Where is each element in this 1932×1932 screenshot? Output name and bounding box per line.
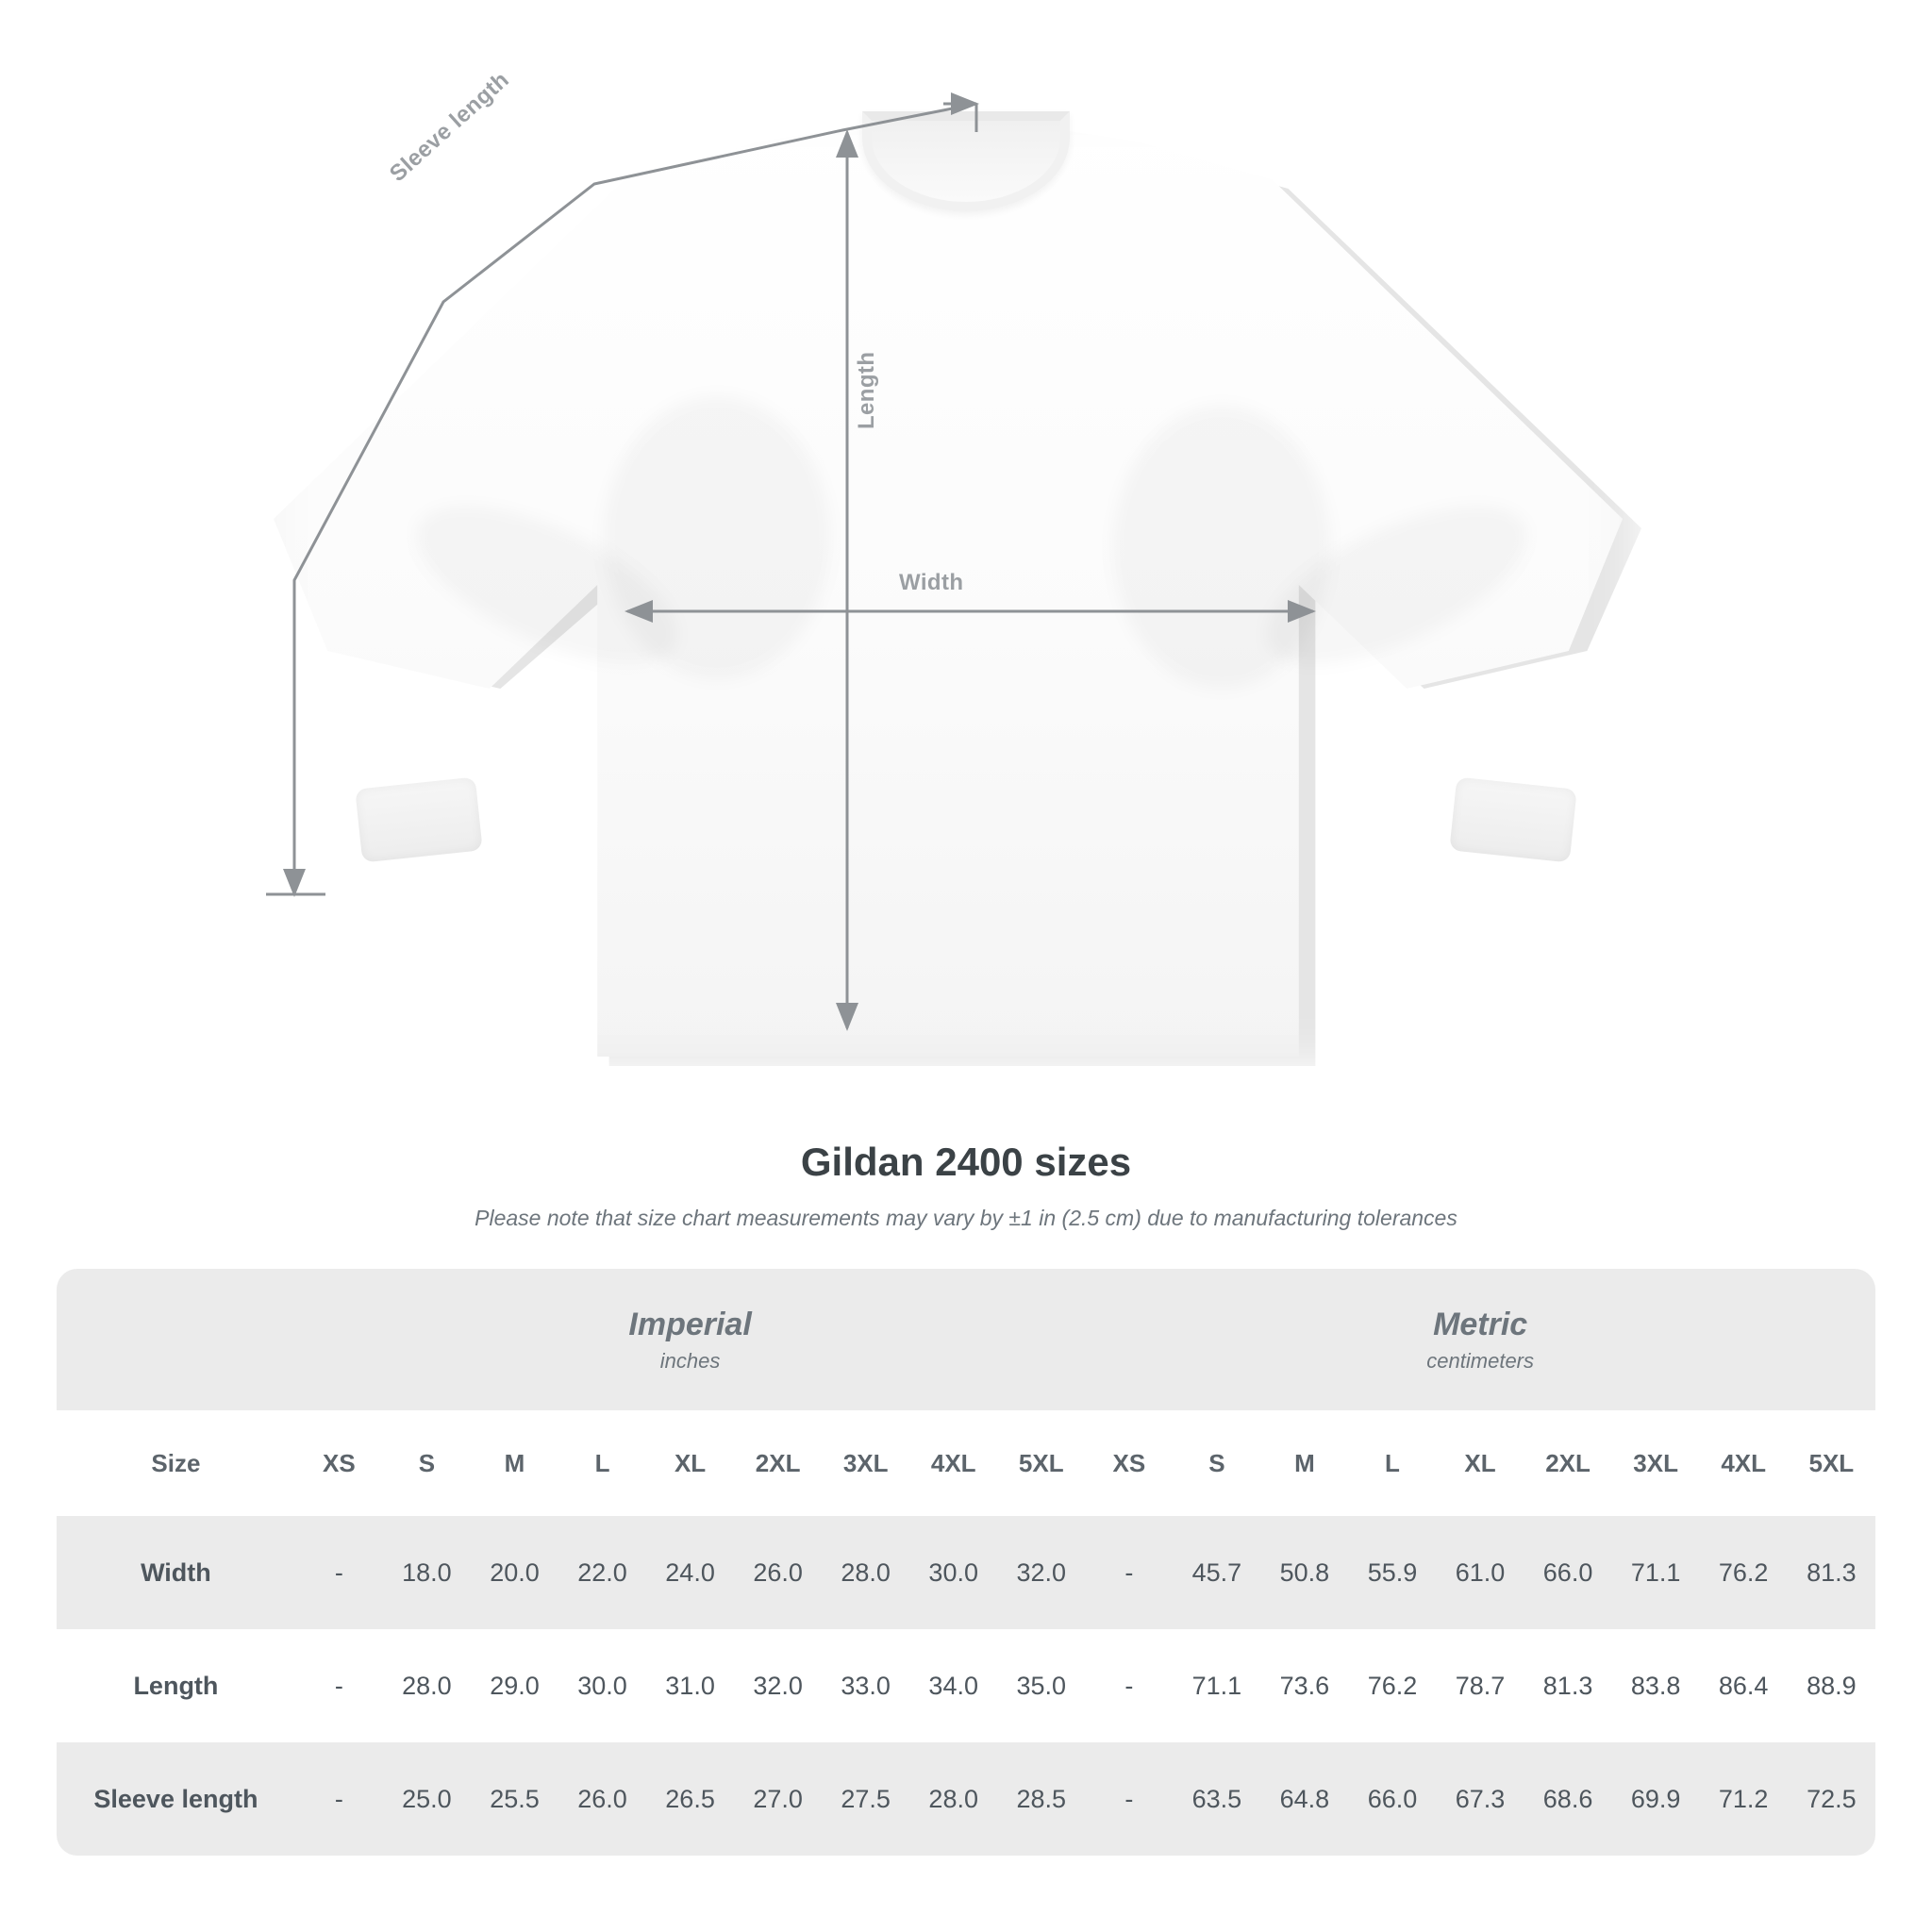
cell-sleeve-metric-4xl: 71.2 <box>1700 1742 1788 1856</box>
size-header-imperial-m: M <box>471 1410 558 1516</box>
length-label: Length <box>854 351 879 429</box>
cell-length-metric-m: 73.6 <box>1260 1629 1348 1742</box>
size-header-metric-3xl: 3XL <box>1612 1410 1700 1516</box>
cell-length-metric-5xl: 88.9 <box>1788 1629 1875 1742</box>
cell-length-imperial-m: 29.0 <box>471 1629 558 1742</box>
cell-width-metric-m: 50.8 <box>1260 1516 1348 1629</box>
cell-width-metric-s: 45.7 <box>1173 1516 1260 1629</box>
cell-length-imperial-3xl: 33.0 <box>822 1629 909 1742</box>
cell-sleeve-metric-xl: 67.3 <box>1437 1742 1524 1856</box>
unit-imperial-name: Imperial <box>628 1306 752 1342</box>
width-label: Width <box>899 570 964 595</box>
cell-width-imperial-xs: - <box>295 1516 383 1629</box>
unit-header-row <box>57 1269 1875 1410</box>
size-header-metric-xl: XL <box>1437 1410 1524 1516</box>
size-header-metric-s: S <box>1173 1410 1260 1516</box>
cell-length-metric-xs: - <box>1085 1629 1173 1742</box>
cell-sleeve-metric-3xl: 69.9 <box>1612 1742 1700 1856</box>
size-header-imperial-4xl: 4XL <box>909 1410 997 1516</box>
cell-sleeve-metric-m: 64.8 <box>1260 1742 1348 1856</box>
row-label-length: Length <box>57 1629 295 1742</box>
size-header-row <box>57 1410 1875 1516</box>
cell-width-imperial-s: 18.0 <box>383 1516 471 1629</box>
size-table-container <box>57 1269 1875 1856</box>
size-header-imperial-s: S <box>383 1410 471 1516</box>
size-header-metric-4xl: 4XL <box>1700 1410 1788 1516</box>
cell-width-metric-4xl: 76.2 <box>1700 1516 1788 1629</box>
cell-sleeve-imperial-s: 25.0 <box>383 1742 471 1856</box>
table-row <box>57 1629 1875 1742</box>
size-table <box>57 1269 1875 1856</box>
size-header-imperial-2xl: 2XL <box>734 1410 822 1516</box>
size-header-imperial-xl: XL <box>646 1410 734 1516</box>
cell-width-metric-3xl: 71.1 <box>1612 1516 1700 1629</box>
cell-length-imperial-4xl: 34.0 <box>909 1629 997 1742</box>
sleeve-length-label: Sleeve length <box>385 66 514 188</box>
size-header-imperial-l: L <box>558 1410 646 1516</box>
unit-imperial-cell <box>295 1269 1085 1410</box>
cell-width-metric-l: 55.9 <box>1348 1516 1436 1629</box>
unit-metric-name: Metric <box>1433 1306 1528 1342</box>
cell-sleeve-imperial-2xl: 27.0 <box>734 1742 822 1856</box>
tolerance-note: Please note that size chart measurements may vary by ±1 in (2.5 cm) due to manufacturing tolerances <box>475 1206 1457 1230</box>
size-header-metric-xs: XS <box>1085 1410 1173 1516</box>
cell-width-imperial-3xl: 28.0 <box>822 1516 909 1629</box>
cell-length-metric-xl: 78.7 <box>1437 1629 1524 1742</box>
table-row <box>57 1742 1875 1856</box>
size-header-imperial-xs: XS <box>295 1410 383 1516</box>
cell-sleeve-imperial-m: 25.5 <box>471 1742 558 1856</box>
cell-sleeve-metric-5xl: 72.5 <box>1788 1742 1875 1856</box>
cell-length-imperial-5xl: 35.0 <box>997 1629 1085 1742</box>
row-label-sleeve-length: Sleeve length <box>57 1742 295 1856</box>
size-header-imperial-3xl: 3XL <box>822 1410 909 1516</box>
size-header-metric-m: M <box>1260 1410 1348 1516</box>
cell-width-imperial-2xl: 26.0 <box>734 1516 822 1629</box>
cell-sleeve-metric-xs: - <box>1085 1742 1173 1856</box>
cell-width-metric-xs: - <box>1085 1516 1173 1629</box>
cell-sleeve-imperial-3xl: 27.5 <box>822 1742 909 1856</box>
size-header-imperial-5xl: 5XL <box>997 1410 1085 1516</box>
size-header-metric-5xl: 5XL <box>1788 1410 1875 1516</box>
shirt-cuff-right <box>1449 777 1576 863</box>
cell-width-imperial-4xl: 30.0 <box>909 1516 997 1629</box>
size-header-metric-l: L <box>1348 1410 1436 1516</box>
cell-sleeve-imperial-4xl: 28.0 <box>909 1742 997 1856</box>
cell-sleeve-imperial-xl: 26.5 <box>646 1742 734 1856</box>
cell-length-imperial-s: 28.0 <box>383 1629 471 1742</box>
cell-sleeve-imperial-xs: - <box>295 1742 383 1856</box>
cell-length-metric-2xl: 81.3 <box>1524 1629 1612 1742</box>
cell-length-metric-l: 76.2 <box>1348 1629 1436 1742</box>
title-block <box>0 1140 1932 1231</box>
row-label-width: Width <box>57 1516 295 1629</box>
cell-width-imperial-5xl: 32.0 <box>997 1516 1085 1629</box>
cell-length-metric-4xl: 86.4 <box>1700 1629 1788 1742</box>
unit-corner-cell <box>57 1269 295 1410</box>
cell-length-metric-s: 71.1 <box>1173 1629 1260 1742</box>
cell-sleeve-imperial-l: 26.0 <box>558 1742 646 1856</box>
cell-width-metric-5xl: 81.3 <box>1788 1516 1875 1629</box>
cell-sleeve-imperial-5xl: 28.5 <box>997 1742 1085 1856</box>
cell-length-imperial-l: 30.0 <box>558 1629 646 1742</box>
cell-sleeve-metric-2xl: 68.6 <box>1524 1742 1612 1856</box>
unit-imperial-sub: inches <box>659 1349 721 1374</box>
cell-length-imperial-xs: - <box>295 1629 383 1742</box>
size-header-label: Size <box>57 1410 295 1516</box>
cell-width-imperial-xl: 24.0 <box>646 1516 734 1629</box>
cell-width-imperial-m: 20.0 <box>471 1516 558 1629</box>
cell-length-imperial-2xl: 32.0 <box>734 1629 822 1742</box>
cell-sleeve-metric-l: 66.0 <box>1348 1742 1436 1856</box>
cell-length-metric-3xl: 83.8 <box>1612 1629 1700 1742</box>
cell-length-imperial-xl: 31.0 <box>646 1629 734 1742</box>
unit-metric-cell <box>1085 1269 1875 1410</box>
page-title: Gildan 2400 sizes <box>800 1140 1132 1184</box>
cell-sleeve-metric-s: 63.5 <box>1173 1742 1260 1856</box>
cell-width-imperial-l: 22.0 <box>558 1516 646 1629</box>
shirt-cuff-left <box>355 777 482 863</box>
table-row <box>57 1516 1875 1629</box>
size-header-metric-2xl: 2XL <box>1524 1410 1612 1516</box>
cell-width-metric-2xl: 66.0 <box>1524 1516 1612 1629</box>
cell-width-metric-xl: 61.0 <box>1437 1516 1524 1629</box>
unit-metric-sub: centimeters <box>1426 1349 1535 1374</box>
